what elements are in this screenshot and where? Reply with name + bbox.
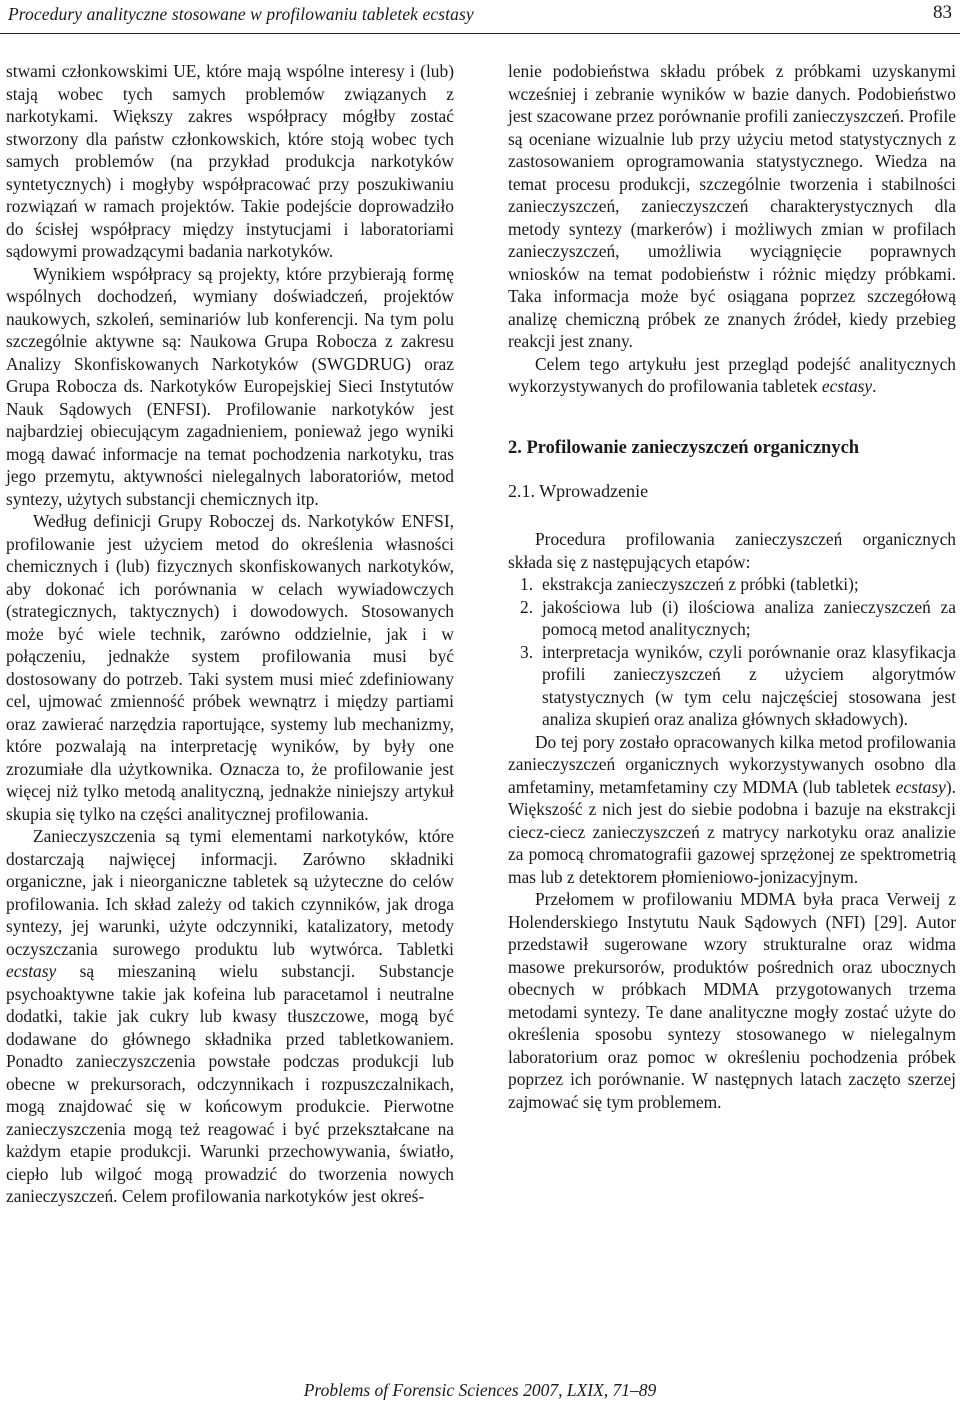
list-number: 1.	[520, 574, 534, 594]
text-run: Celem tego artykułu jest przegląd podejść analitycznych wykorzystywanych do profilowania tabletek	[508, 353, 956, 396]
text-run: są mieszaniną wielu substancji. Substancje psychoaktywne takie jak kofeina lub paracetamol i neutralne dodatki, takie jak cukry lub kwasy tłuszczowe, mogą być dodawane do głównego składnika przed tabletkowaniem. Ponadto zanieczyszczenia powstałe podczas produkcji lub obecne w prekursorach, odczynnikach i rozpuszczalnikach, mogą znajdować się w końcowym produkcie. Pierwotne zanieczyszczenia mogą też reagować i być przekształcane na każdym etapie produkcji. Warunki przechowywania, światło, ciepło lub wilgoć mogą prowadzić do tworzenia nowych zanieczyszczeń. Celem profilowania narkotyków jest okreś-	[6, 961, 454, 1206]
subsection-heading: 2.1. Wprowadzenie	[508, 480, 649, 501]
text-run: .	[872, 376, 877, 396]
paragraph: stwami członkowskimi UE, które mają wspólne interesy i (lub) stają wobec tych samych problemów związanych z narkotykami. Większy zakres współpracy mógłby zostać stworzony dla państw członkowskich, które stoją wobec tych samych problemów (na przykład produkcja narkotyków syntetycznych) i mogłyby współpracować przy poszukiwaniu rozwiązań w ramach projektów. Takie podejście doprowadziło do ścisłej współpracy między instytucjami i laboratoriami sądowymi prowadzącymi badania narkotyków.	[6, 61, 454, 261]
paragraph: Wynikiem współpracy są projekty, które przybierają formę wspólnych dochodzeń, wymiany doświadczeń, projektów naukowych, szkoleń, seminariów lub konferencji. Na tym polu szczególnie aktywne są: Naukowa Grupa Robocza z zakresu Analizy Skonfiskowanych Narkotyków (SWGDRUG) oraz Grupa Robocza ds. Narkotyków Europejskiej Sieci Instytutów Nauk Sądowych (ENFSI). Profilowanie narkotyków jest najbardziej obiecującym zagadnieniem, ponieważ jego wyniki mogą dawać informacje na temat pochodzenia narkotyku, tras jego przemytu, aktywności nielegalnych laboratoriów, metod syntezy, użytych substancji chemicznych itp.	[6, 263, 454, 509]
text-run: Zanieczyszczenia są tymi elementami narkotyków, które dostarczają najwięcej informacji. Zarówno składniki organiczne, jak i nieorganiczne tabletek są użyteczne do celów profilowania. Ich skład zależy od takich czynników, jak droga syntezy, jej warunki, użyte odczynniki, katalizatory, metody oczyszczania surowego produktu lub wytwórca. Tabletki	[6, 826, 454, 959]
list-number: 2.	[520, 596, 534, 617]
running-title: Procedury analityczne stosowane w profilowaniu tabletek ecstasy	[8, 4, 474, 24]
paragraph: Procedura profilowania zanieczyszczeń organicznych składa się z następujących etapów:	[508, 529, 956, 572]
right-column	[508, 60, 956, 1113]
paragraph	[508, 353, 956, 398]
list-item	[508, 596, 956, 641]
text-run: Do tej pory zostało opracowanych kilka metod profilowania zanieczyszczeń organicznych wykorzystywanych osobno dla amfetaminy, metamfetaminy czy MDMA (lub tabletek	[508, 731, 956, 797]
list-item-text: ekstrakcja zanieczyszczeń z próbki (tabletki);	[542, 574, 859, 594]
list-item-text: interpretacja wyników, czyli porównanie oraz klasyfikacja profili zanieczyszczeń z użyciem algorytmów statystycznych (w tym celu najczęściej stosowana jest analiza skupień oraz analiza głównych składowych).	[542, 641, 956, 729]
text-run: ). Większość z nich jest do siebie podobna i bazuje na ekstrakcji ciecz-ciecz zanieczyszczeń z matrycy narkotyku oraz analizie za pomocą chromatografii gazowej sprzężonej ze spektrometrią mas lub z detektorem płomieniowo-jonizacyjnym.	[508, 776, 956, 887]
list-item	[508, 573, 956, 596]
list-item-text: jakościowa lub (i) ilościowa analiza zanieczyszczeń za pomocą metod analitycznych;	[542, 596, 956, 639]
italic-term: ecstasy	[6, 961, 57, 981]
list-item	[508, 641, 956, 731]
paragraph	[6, 825, 454, 1208]
procedure-steps-list	[508, 573, 956, 731]
italic-term: ecstasy	[821, 376, 873, 396]
italic-term: ecstasy	[895, 776, 946, 797]
page-number: 83	[933, 2, 952, 23]
paragraph	[508, 731, 956, 889]
paragraph: Przełomem w profilowaniu MDMA była praca Verweij z Holenderskiego Instytutu Nauk Sądowych (NFI) [29]. Autor przedstawił sugerowane wzory strukturalne oraz widma masowe prekursorów, produktów pośrednich oraz ubocznych obecnych w próbkach MDMA przygotowanych trzema metodami syntezy. Te dane analityczne mogły zostać użyte do określenia sposobu syntezy stosowanego w nielegalnym laboratorium oraz pomoc w określeniu pochodzenia próbek poprzez ich porównanie. W następnych latach zaczęto szerzej zajmować się tym problemem.	[508, 889, 956, 1112]
section-heading: 2. Profilowanie zanieczyszczeń organicznych	[508, 437, 860, 458]
left-column	[6, 60, 454, 1208]
list-number: 3.	[520, 641, 534, 662]
journal-footer: Problems of Forensic Sciences 2007, LXIX, 71–89	[303, 1380, 657, 1400]
running-header	[0, 0, 960, 34]
paragraph: Według definicji Grupy Roboczej ds. Narkotyków ENFSI, profilowanie jest użyciem metod do określenia własności chemicznych i (lub) fizycznych skonfiskowanych narkotyków, aby dokonać ich porównania w celach wywiadowczych (strategicznych, taktycznych) i dowodowych. Stosowanych może być wiele technik, zarówno oddzielnie, jak i w połączeniu, jednakże system profilowania musi być dostosowany do potrzeb. Taki system musi mieć zdefiniowany cel, ujmować zmienność próbek wewnątrz i między partiami oraz zawierać narzędzia raportujące, systemy lub mechanizmy, które pozwalają na interpretację wyników, by były one zrozumiałe dla użytkownika. Oznacza to, że profilowanie jest więcej niż tylko metodą analityczną, jednakże niniejszy artykuł skupia się tylko na części analitycznej profilowania.	[6, 511, 454, 824]
paragraph: lenie podobieństwa składu próbek z próbkami uzyskanymi wcześniej i zebranie wyników w bazie danych. Podobieństwo jest szacowane przez porównanie profili zanieczyszczeń. Profile są oceniane wizualnie lub przy użyciu metod statystycznych z zastosowaniem oprogramowania statystycznego. Wiedza na temat procesu produkcji, szczególnie tworzenia i stabilności zanieczyszczeń, zanieczyszczeń charakterystycznych dla metody syntezy (markerów) i możliwych zmian w profilach zanieczyszczeń, umożliwia wyciągnięcie poprawnych wniosków na temat podobieństw i różnic między próbkami. Taka informacja może być osiągana poprzez szczegółową analizę chemiczną próbek ze znanych źródeł, kiedy przebieg reakcji jest znany.	[508, 61, 956, 351]
